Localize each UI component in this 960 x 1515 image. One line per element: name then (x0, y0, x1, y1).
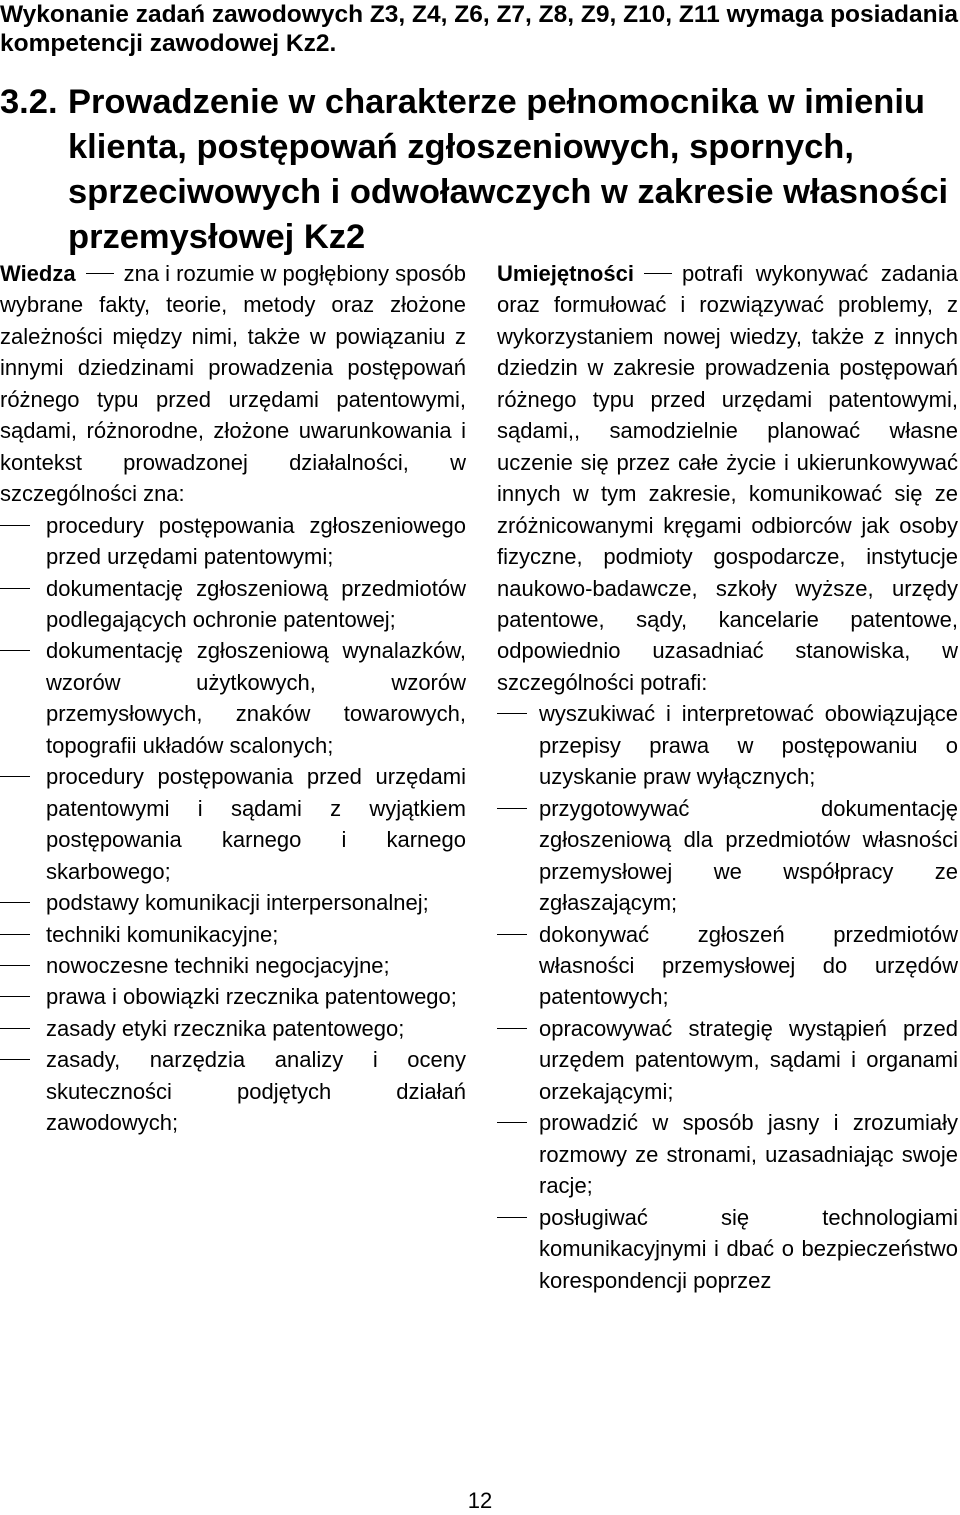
dash-separator (86, 273, 114, 274)
dash-bullet-icon (497, 934, 527, 935)
dash-bullet-icon (0, 650, 30, 651)
list-item: posługiwać się technologiami komunikacyjnymi i dbać o bezpieczeństwo korespondencji poprzez (497, 1202, 958, 1296)
knowledge-list (0, 510, 466, 1139)
knowledge-intro (0, 258, 466, 510)
dash-bullet-icon (0, 1028, 30, 1029)
skills-intro (497, 258, 958, 698)
dash-bullet-icon (497, 1122, 527, 1123)
list-item: techniki komunikacyjne; (0, 919, 466, 950)
list-item: zasady etyki rzecznika patentowego; (0, 1013, 466, 1044)
list-item: dokumentację zgłoszeniową wynalazków, wzorów użytkowych, wzorów przemysłowych, znaków towarowych, topografii układów scalonych; (0, 635, 466, 761)
dash-bullet-icon (0, 588, 30, 589)
list-item: procedury postępowania przed urzędami patentowymi i sądami z wyjątkiem postępowania karnego i karnego skarbowego; (0, 761, 466, 887)
dash-bullet-icon (0, 776, 30, 777)
skills-label: Umiejętności (497, 261, 634, 286)
section-number: 3.2. (0, 83, 58, 121)
dash-bullet-icon (497, 713, 527, 714)
list-item: prowadzić w sposób jasny i zrozumiały rozmowy ze stronami, uzasadniając swoje racje; (497, 1107, 958, 1201)
list-item: dokonywać zgłoszeń przedmiotów własności przemysłowej do urzędów patentowych; (497, 919, 958, 1013)
dash-bullet-icon (0, 525, 30, 526)
intro-paragraph: Wykonanie zadań zawodowych Z3, Z4, Z6, Z7, Z8, Z9, Z10, Z11 wymaga posiadania kompetencji zawodowej Kz2. (0, 1, 959, 57)
dash-bullet-icon (0, 902, 30, 903)
list-item: prawa i obowiązki rzecznika patentowego; (0, 981, 466, 1012)
page-number: 12 (467, 1488, 493, 1513)
skills-list (497, 698, 958, 1296)
dash-bullet-icon (0, 965, 30, 966)
dash-bullet-icon (0, 996, 30, 997)
dash-bullet-icon (497, 1217, 527, 1218)
list-item: przygotowywać dokumentację zgłoszeniową dla przedmiotów własności przemysłowej we współpracy ze zgłaszającym; (497, 793, 958, 919)
dash-bullet-icon (0, 1059, 30, 1060)
list-item: nowoczesne techniki negocjacyjne; (0, 950, 466, 981)
skills-intro-text: potrafi wykonywać zadania oraz formułować i rozwiązywać problemy, z wykorzystaniem nowej wiedzy, także z innych dziedzin w zakresie prowadzenia postępowań różnego typu przed urzędami patentowymi, sądami,, samodzielnie planować własne uczenie się przez całe życie i ukierunkowywać innych w tym zakresie, komunikować się ze zróżnicowanymi kręgami odbiorców jak osoby fizyczne, podmioty gospodarcze, instytucje naukowo-badawcze, szkoły wyższe, urzędy patentowe, sądy, kancelarie patentowe, odpowiednio uzasadniać stanowiska, w szczególności potrafi: (497, 261, 958, 695)
knowledge-label: Wiedza (0, 261, 76, 286)
list-item: zasady, narzędzia analizy i oceny skuteczności podjętych działań zawodowych; (0, 1044, 466, 1138)
dash-bullet-icon (497, 1028, 527, 1029)
section-title: Prowadzenie w charakterze pełnomocnika w imieniu klienta, postępowań zgłoszeniowych, spornych, sprzeciwowych i odwoławczych w zakresie własności przemysłowej Kz2 (68, 83, 949, 256)
list-item: procedury postępowania zgłoszeniowego przed urzędami patentowymi; (0, 510, 466, 573)
list-item: opracowywać strategię wystąpień przed urzędem patentowym, sądami i organami orzekającymi; (497, 1013, 958, 1107)
knowledge-intro-text: zna i rozumie w pogłębiony sposób wybrane fakty, teorie, metody oraz złożone zależności między nimi, także w powiązaniu z innymi dziedzinami prowadzenia postępowań różnego typu przed urzędami patentowymi, sądami, różnorodne, złożone uwarunkowania i kontekst prowadzonej działalności, w szczególności zna: (0, 261, 467, 507)
list-item: dokumentację zgłoszeniową przedmiotów podlegających ochronie patentowej; (0, 573, 466, 636)
list-item: wyszukiwać i interpretować obowiązujące przepisy prawa w postępowaniu o uzyskanie praw wyłącznych; (497, 698, 958, 792)
dash-bullet-icon (0, 934, 30, 935)
list-item: podstawy komunikacji interpersonalnej; (0, 887, 466, 918)
skills-column (497, 258, 958, 1296)
dash-bullet-icon (497, 808, 527, 809)
knowledge-column (0, 258, 466, 1139)
dash-separator (644, 273, 672, 274)
